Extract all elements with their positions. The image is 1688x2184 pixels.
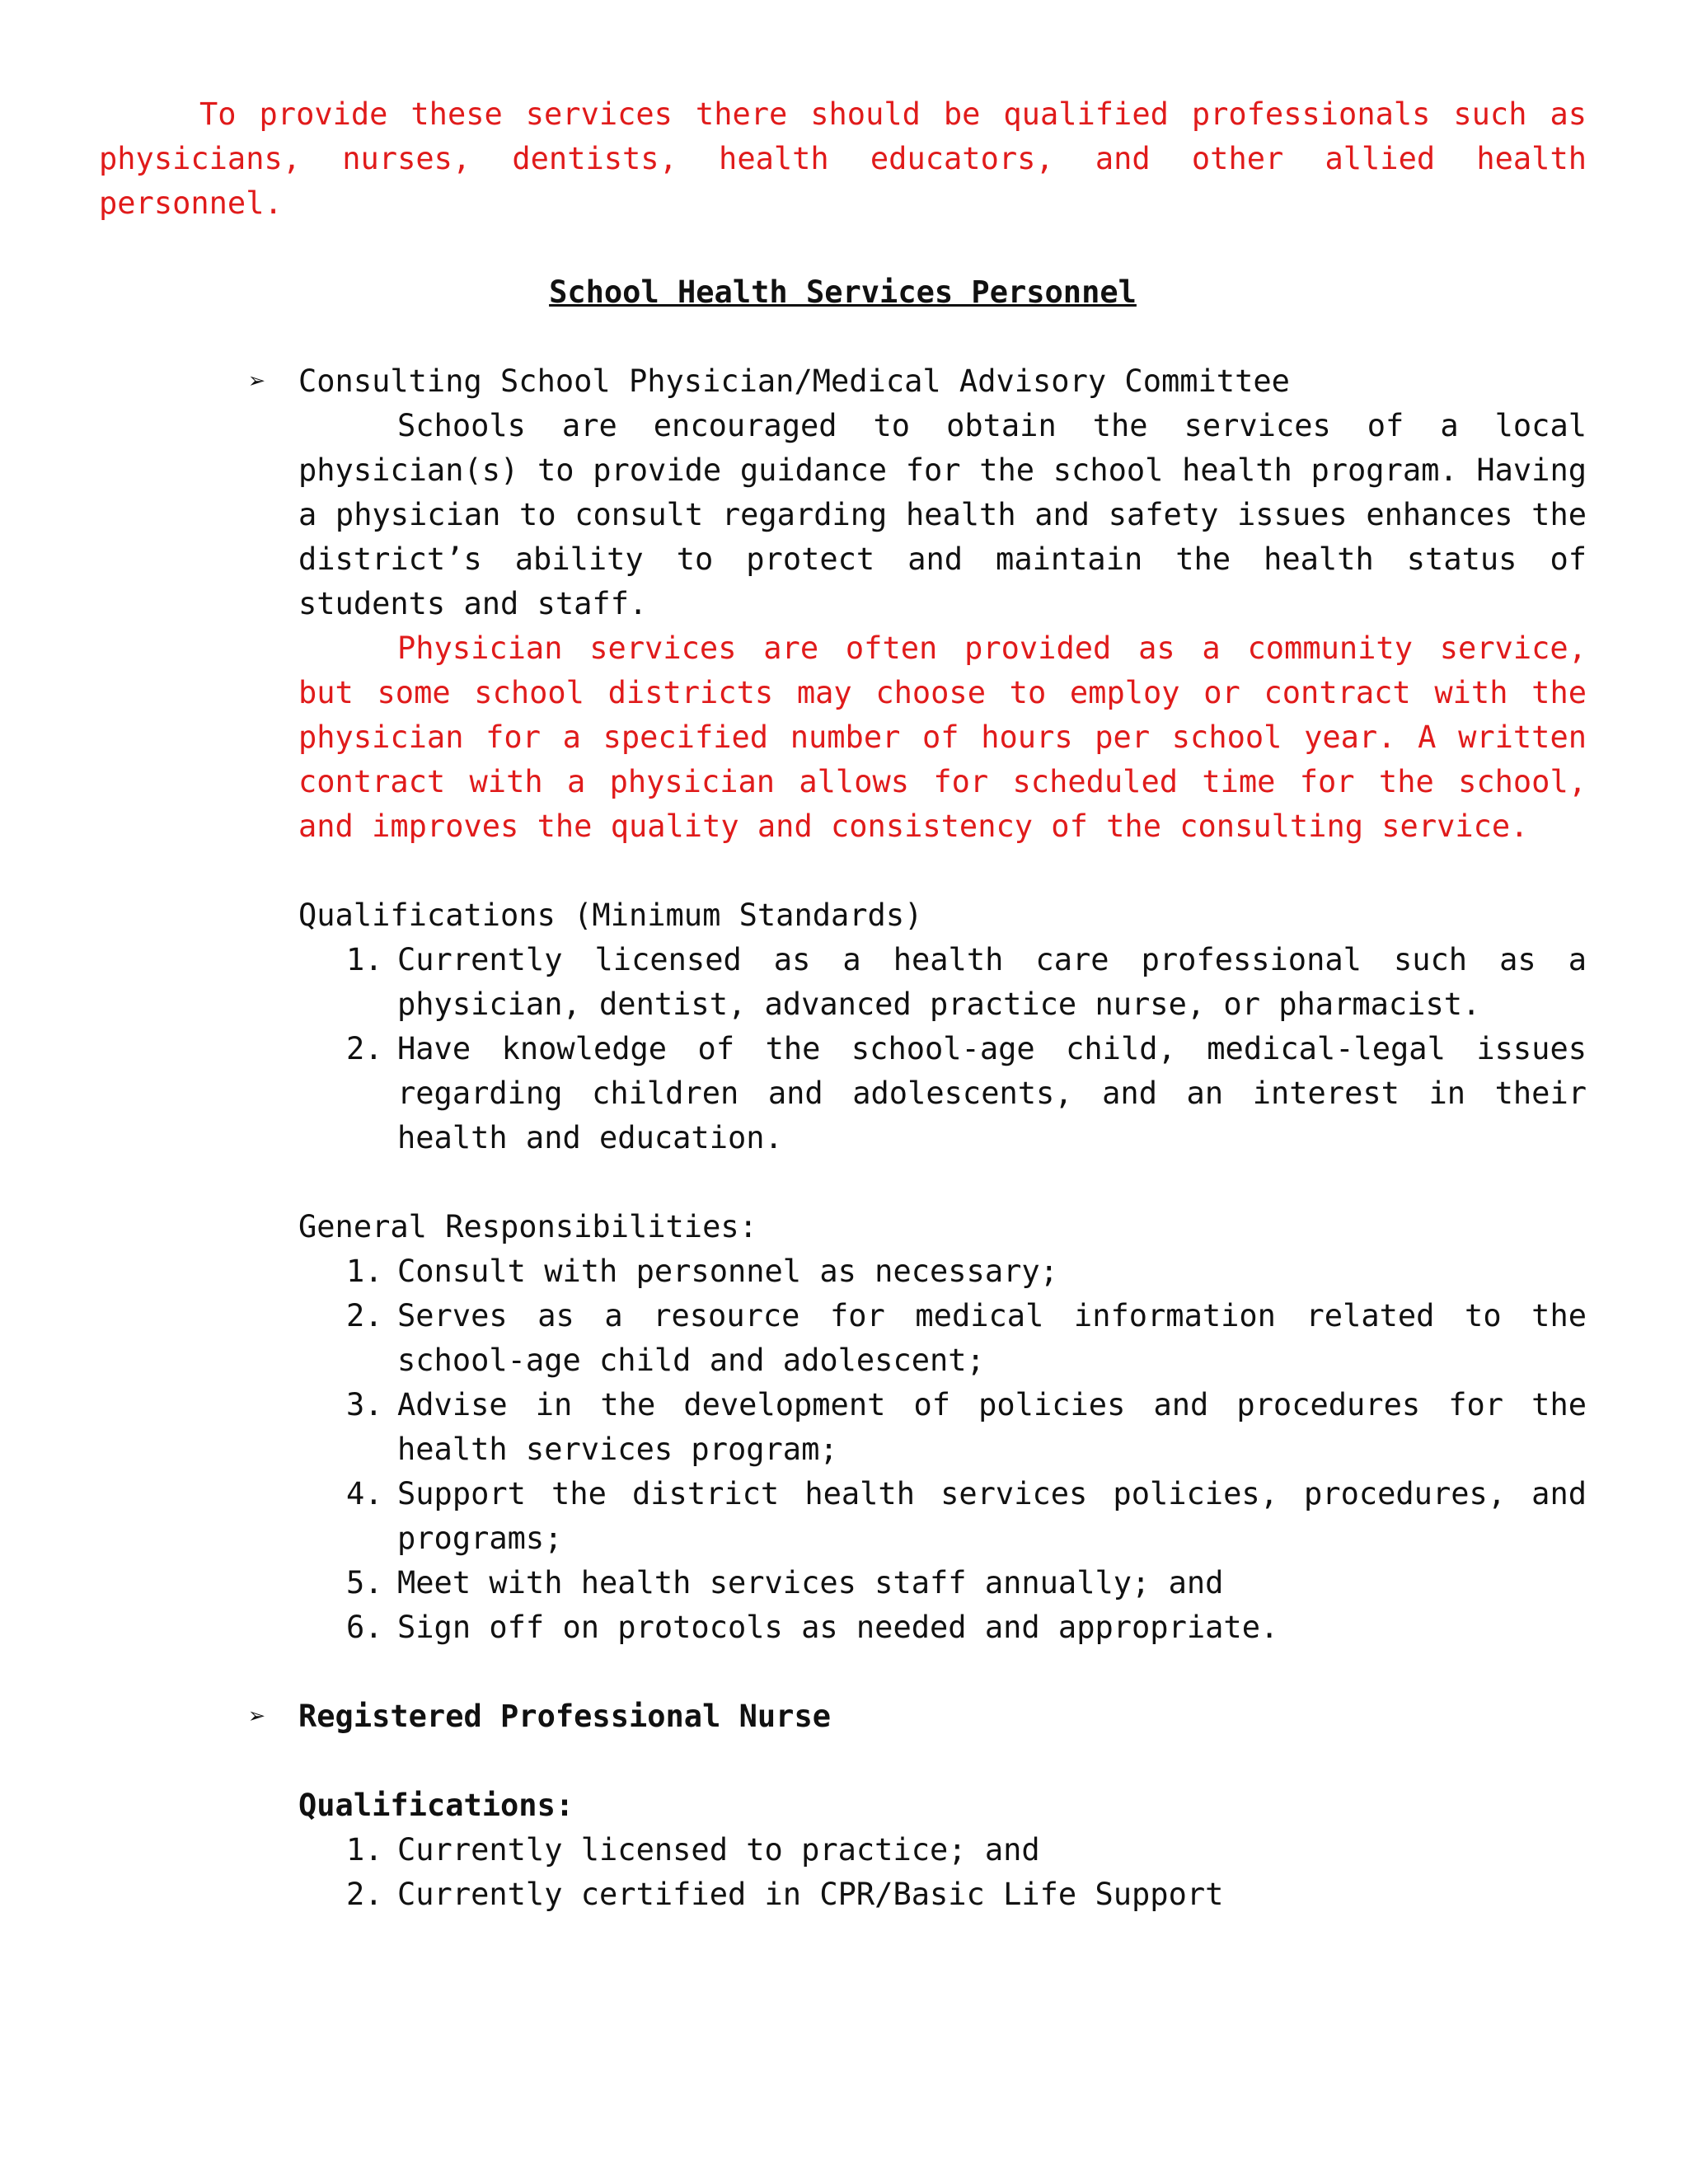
nurse-section	[99, 1694, 1587, 1917]
list-number: 2.	[346, 1298, 383, 1333]
list-number: 6.	[346, 1610, 383, 1645]
physician-qualifications-list	[298, 938, 1587, 1160]
list-item-text: Currently licensed as a health care professional such as a physician, dentist, advanced practice nurse, or pharmacist.	[397, 942, 1587, 1022]
physician-section	[99, 359, 1587, 1650]
list-item	[298, 1605, 1587, 1650]
list-item	[298, 1561, 1587, 1605]
list-item-text: Sign off on protocols as needed and appropriate.	[397, 1610, 1279, 1645]
physician-heading: Consulting School Physician/Medical Advisory Committee	[298, 363, 1290, 399]
list-number: 1.	[346, 942, 383, 977]
nurse-qualifications-list	[298, 1828, 1587, 1917]
list-item	[298, 1872, 1587, 1917]
list-item	[298, 1828, 1587, 1872]
physician-heading-line	[249, 359, 1587, 404]
section-spacer	[99, 1650, 1587, 1694]
list-item	[298, 1027, 1587, 1160]
list-item	[298, 1383, 1587, 1472]
list-item-text: Have knowledge of the school-age child, medical-legal issues regarding children and adolescents, and an interest in their health and education.	[397, 1031, 1587, 1155]
arrow-bullet-icon: ➢	[249, 365, 266, 398]
list-item	[298, 1472, 1587, 1561]
nurse-qualifications-heading: Qualifications:	[298, 1788, 574, 1823]
list-number: 5.	[346, 1565, 383, 1601]
list-number: 1.	[346, 1254, 383, 1289]
physician-paragraph-2: Physician services are often provided as a community service, but some school districts may choose to employ or contract with the physician for a specified number of hours per school year. A written contract with a physician allows for scheduled time for the school, and improves the quality and consistency of the consulting service.	[298, 630, 1587, 844]
list-item-text: Serves as a resource for medical information related to the school-age child and adolescent;	[397, 1298, 1587, 1378]
physician-paragraph-1: Schools are encouraged to obtain the services of a local physician(s) to provide guidance for the school health program. Having a physician to consult regarding health and safety issues enhances the district’s ability to protect and maintain the health status of students and staff.	[298, 408, 1587, 621]
list-item-text: Advise in the development of policies and procedures for the health services program;	[397, 1387, 1587, 1467]
list-item-text: Meet with health services staff annually; and	[397, 1565, 1224, 1601]
list-number: 4.	[346, 1476, 383, 1511]
intro-paragraph: To provide these services there should be qualified professionals such as physicians, nurses, dentists, health educators, and other allied health personnel.	[99, 96, 1587, 221]
physician-responsibilities-heading: General Responsibilities:	[298, 1209, 757, 1244]
list-item	[298, 938, 1587, 1027]
list-number: 1.	[346, 1832, 383, 1868]
list-item-text: Currently licensed to practice; and	[397, 1832, 1040, 1868]
nurse-heading: Registered Professional Nurse	[298, 1699, 832, 1734]
list-item-text: Currently certified in CPR/Basic Life Support	[397, 1877, 1224, 1912]
physician-responsibilities-list	[298, 1249, 1587, 1650]
list-item-text: Support the district health services policies, procedures, and programs;	[397, 1476, 1587, 1556]
section-title: School Health Services Personnel	[549, 274, 1137, 310]
physician-qualifications-heading: Qualifications (Minimum Standards)	[298, 898, 923, 933]
nurse-heading-line	[249, 1694, 1587, 1739]
list-number: 3.	[346, 1387, 383, 1422]
list-number: 2.	[346, 1031, 383, 1066]
arrow-bullet-icon: ➢	[249, 1700, 266, 1733]
list-number: 2.	[346, 1877, 383, 1912]
list-item	[298, 1294, 1587, 1383]
list-item	[298, 1249, 1587, 1294]
list-item-text: Consult with personnel as necessary;	[397, 1254, 1058, 1289]
